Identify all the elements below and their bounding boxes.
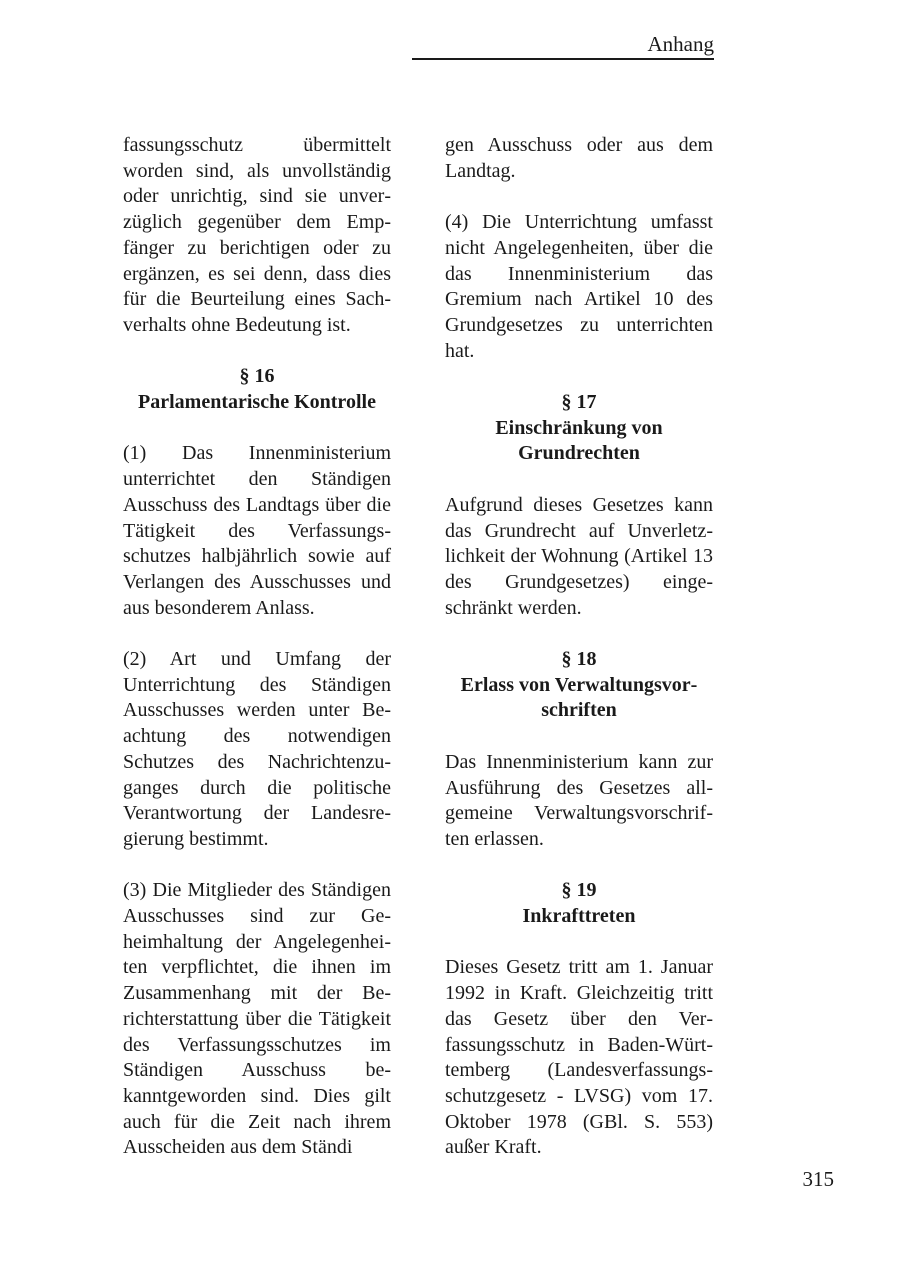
intro-paragraph: fassungsschutz übermittelt worden sind, als unvollständig oder unrichtig, sind sie unverzüglich gegenüber dem Empfänger zu berichtigen oder zu ergänzen, es sei denn, dass dies für die Beurteilung eines Sachverhalts ohne Bedeutung ist.: [123, 134, 391, 336]
header-rule: [412, 58, 714, 60]
section-16-heading: [123, 364, 391, 415]
section-17-heading: [445, 390, 713, 467]
section-16-title: Parlamentarische Kontrolle: [138, 391, 376, 414]
right-column: [445, 133, 713, 1161]
running-header: Anhang: [647, 32, 714, 56]
section-19-heading: [445, 878, 713, 929]
section-17-number: § 17: [561, 391, 597, 413]
section-19-number: § 19: [561, 879, 597, 902]
section-17-title: Einschränkung von Grundrechten: [495, 416, 663, 465]
section-16-para-1: (1) Das Innenministerium unterrichtet den Ständigen Ausschuss des Landtags über die Tätigkeit des Verfassungsschutzes halbjährlich sowie auf Verlangen des Ausschusses und aus besonderem Anlass.: [123, 442, 391, 619]
section-17-body: Aufgrund dieses Gesetzes kann das Grundrecht auf Unverletzlichkeit der Wohnung (Artikel 13 des Grundgesetzes) eingeschränkt werden.: [445, 493, 713, 619]
section-16-para-3: (3) Die Mitglieder des Ständigen Ausschusses sind zur Geheimhaltung der Angelegenheiten verpflichtet, die ihnen im Zusammenhang mit der Berichterstattung über die Tätigkeit des Verfassungsschutzes im Ständigen Ausschuss bekanntgeworden sind. Dies gilt auch für die Zeit nach ihrem Ausscheiden aus dem Ständi: [123, 879, 391, 1159]
section-16-para-4: (4) Die Unterrichtung umfasst nicht Angelegenheiten, über die das Innenministerium das Gremium nach Artikel 10 des Grundgesetzes zu unterrichten hat.: [445, 211, 713, 362]
section-19-title: Inkrafttreten: [522, 905, 636, 927]
section-18-number: § 18: [561, 648, 597, 670]
section-16-para-2: (2) Art und Umfang der Unterrichtung des Ständigen Ausschusses werden unter Beachtung des notwendigen Schutzes des Nachrichtenzuganges durch die politische Verantwortung der Landesregierung bestimmt.: [123, 648, 391, 850]
section-18-title: Erlass von Verwaltungsvorschriften: [460, 673, 698, 722]
section-18-heading: [445, 647, 713, 724]
section-19-body: Dieses Gesetz tritt am 1. Januar 1992 in Kraft. Gleichzeitig tritt das Gesetz über den Verfassungsschutz in Baden-Württemberg (Landesverfassungsschutzgesetz - LVSG) vom 17. Oktober 1978 (GBl. S. 553) außer Kraft.: [445, 956, 713, 1159]
section-16-para-3-continuation: gen Ausschuss oder aus dem Landtag.: [445, 134, 713, 182]
section-18-body: Das Innenministerium kann zur Ausführung des Gesetzes allgemeine Verwaltungsvorschriften erlassen.: [445, 750, 713, 850]
left-column: [123, 133, 391, 1161]
page-number: 315: [802, 1167, 834, 1191]
section-16-number: § 16: [239, 365, 275, 388]
